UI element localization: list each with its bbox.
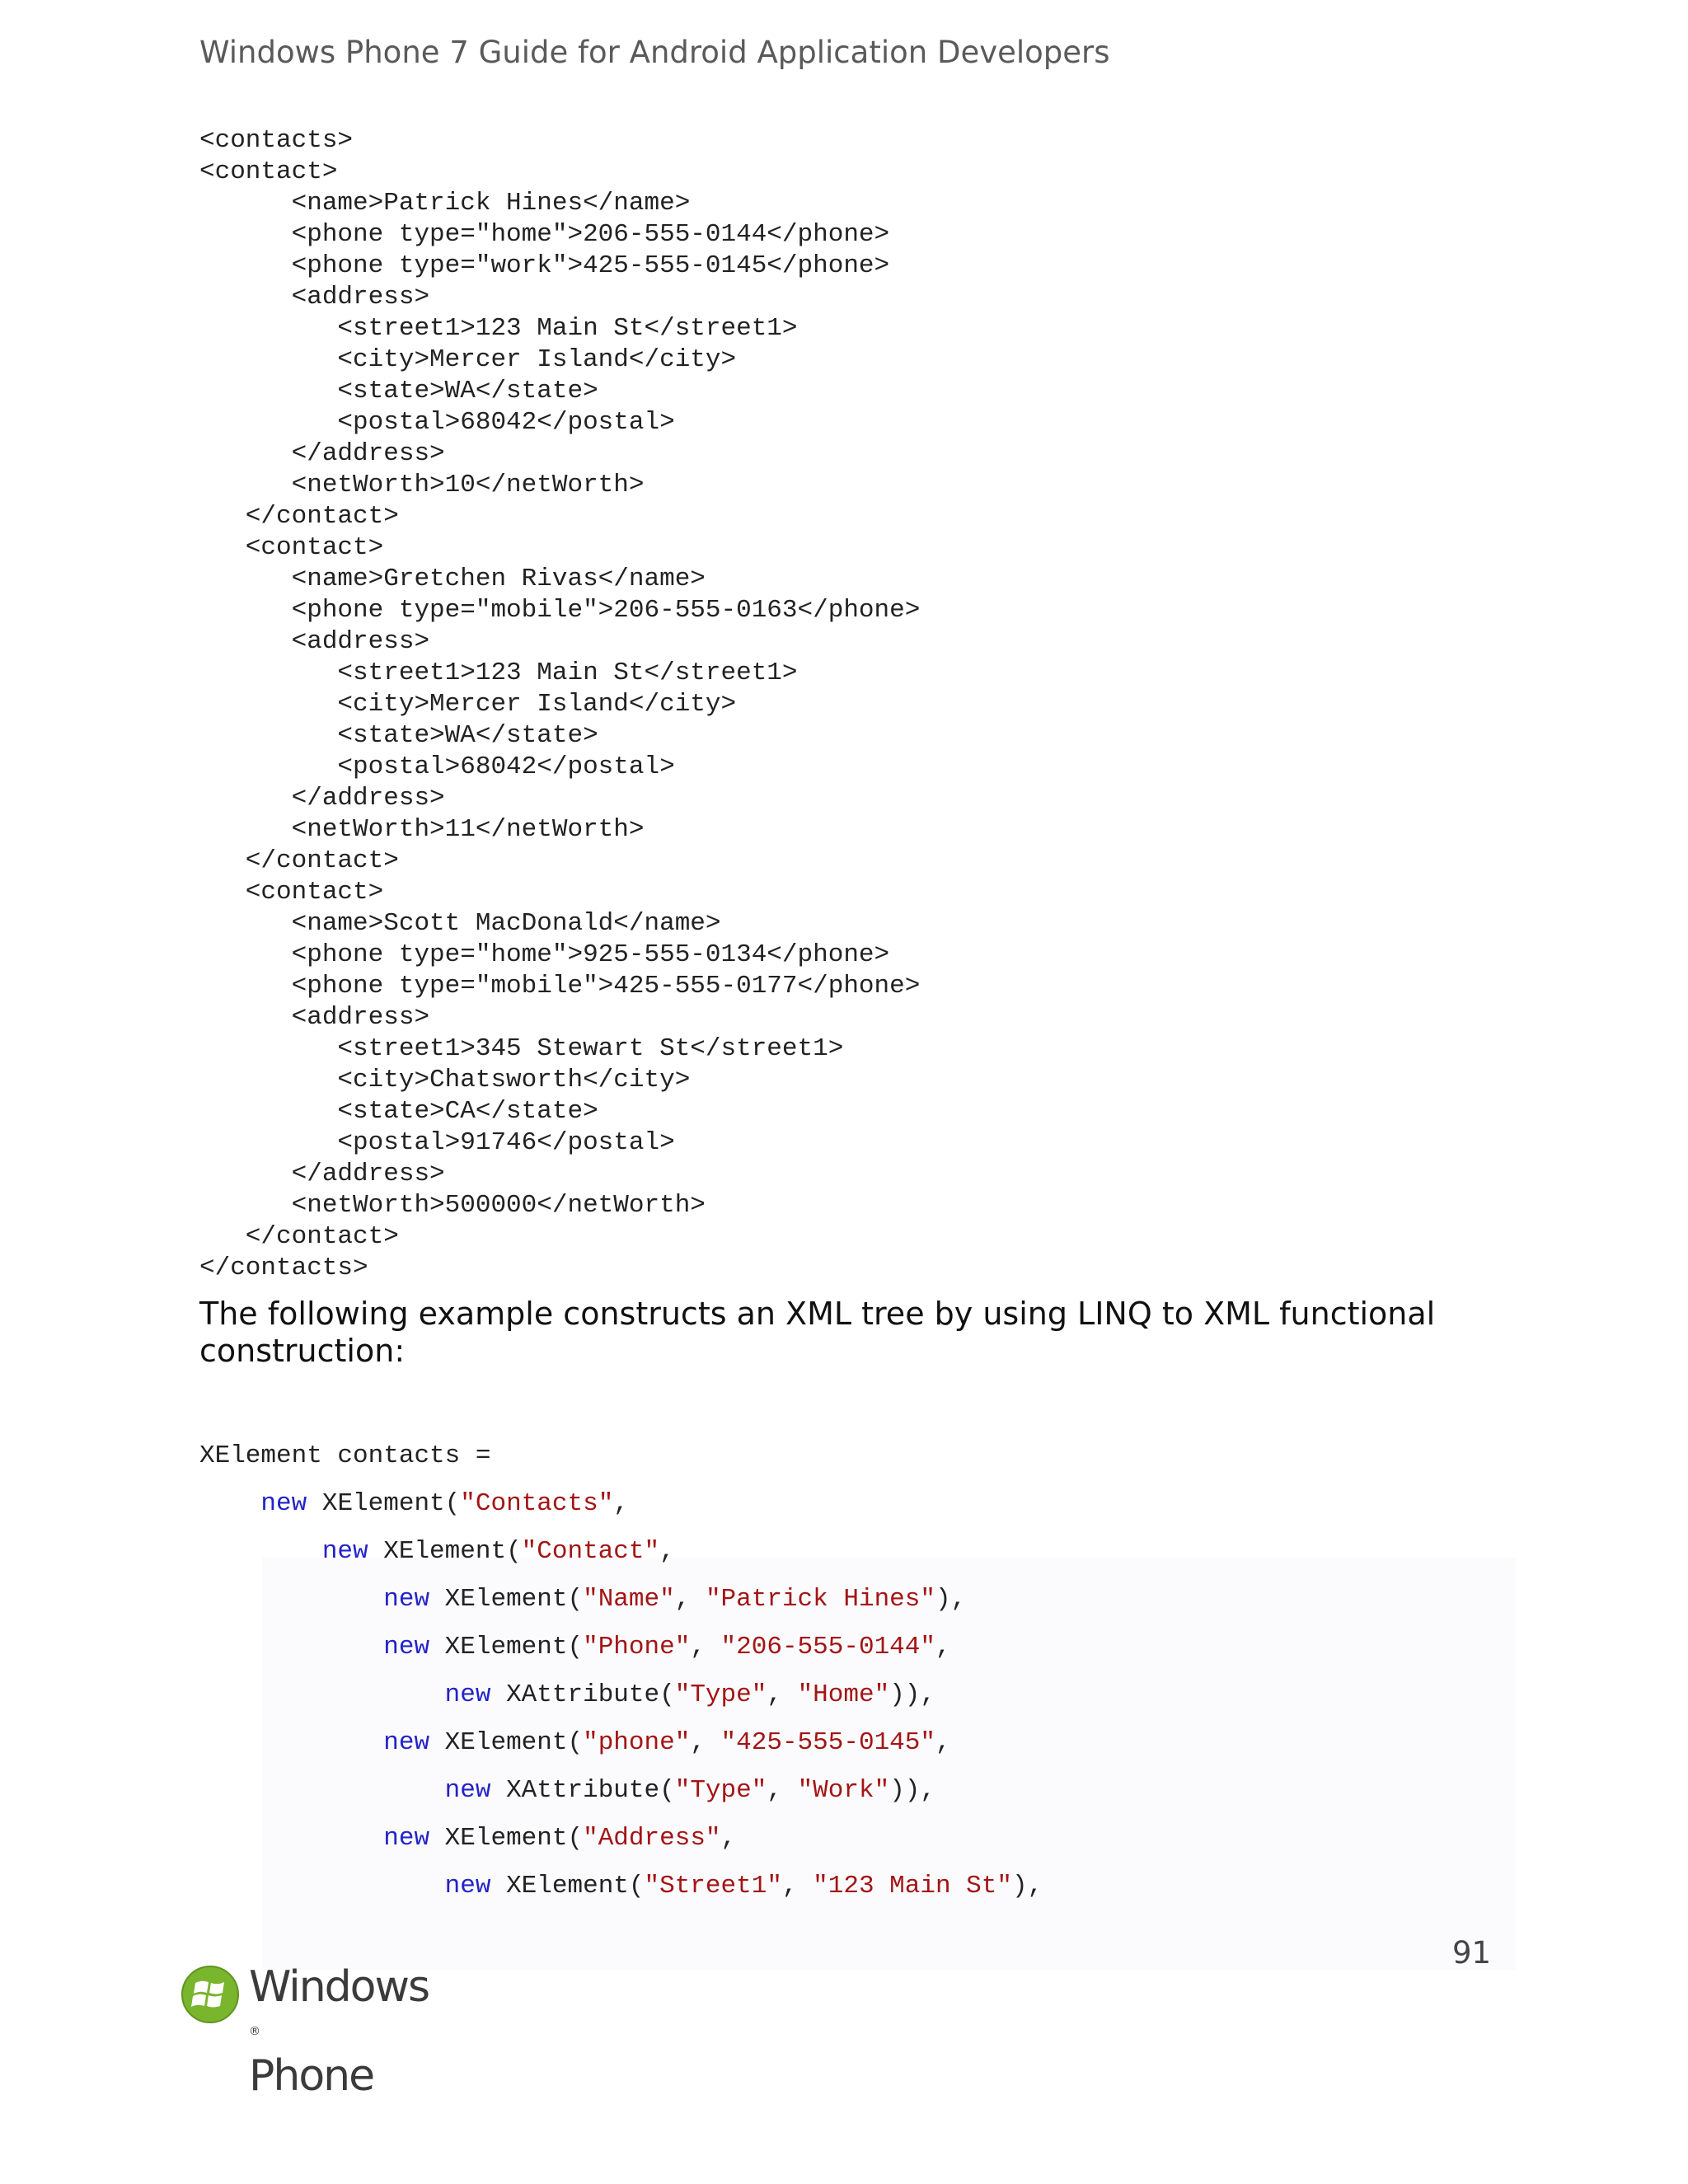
code-text: ,	[767, 1776, 798, 1805]
code-text: ,	[767, 1680, 798, 1709]
code-string: "Patrick Hines"	[705, 1585, 935, 1614]
code-string: "Contacts"	[460, 1489, 614, 1518]
code-line	[199, 1432, 1043, 1480]
xml-line: </contact>	[199, 846, 399, 875]
code-text: ,	[781, 1872, 814, 1900]
registered-mark: ®	[249, 2025, 260, 2038]
code-keyword: new	[444, 1872, 491, 1900]
xml-line: <phone type="work">425-555-0145</phone>	[199, 251, 890, 280]
xml-line: <street1>123 Main St</street1>	[199, 314, 798, 343]
code-text	[199, 1776, 445, 1805]
xml-line: <city>Mercer Island</city>	[199, 345, 737, 374]
document-header: Windows Phone 7 Guide for Android Application Developers	[199, 35, 1110, 70]
code-text: ),	[1012, 1872, 1043, 1900]
code-keyword: new	[383, 1585, 430, 1614]
xml-line: <name>Gretchen Rivas</name>	[199, 565, 706, 593]
code-string: "206-555-0144"	[720, 1633, 935, 1661]
xml-line: </contact>	[199, 1222, 399, 1251]
xml-line: <contact>	[199, 157, 338, 186]
page-number: 91	[1452, 1935, 1492, 1971]
code-text: ,	[690, 1728, 721, 1757]
code-text: ,	[674, 1585, 706, 1614]
code-line	[199, 1480, 1043, 1528]
xml-line: <phone type="home">206-555-0144</phone>	[199, 220, 890, 249]
code-text	[199, 1728, 383, 1757]
code-text	[199, 1633, 383, 1661]
code-text: XElement(	[490, 1872, 645, 1900]
code-line	[199, 1815, 1043, 1863]
code-text	[199, 1585, 383, 1614]
xml-line: <city>Chatsworth</city>	[199, 1066, 691, 1094]
code-string: "Type"	[674, 1776, 767, 1805]
xml-line: <contact>	[199, 533, 384, 562]
xml-line: <state>WA</state>	[199, 377, 598, 405]
code-keyword: new	[383, 1824, 430, 1853]
code-keyword: new	[383, 1633, 430, 1661]
code-text: ),	[935, 1585, 967, 1614]
xml-line: <street1>123 Main St</street1>	[199, 658, 798, 687]
code-keyword: new	[444, 1776, 491, 1805]
xml-line: <postal>91746</postal>	[199, 1128, 675, 1157]
code-text: XAttribute(	[490, 1680, 675, 1709]
code-string: "Home"	[797, 1680, 890, 1709]
xml-line: <state>WA</state>	[199, 721, 598, 750]
code-text	[199, 1824, 383, 1853]
code-text: ,	[720, 1824, 737, 1853]
code-line	[199, 1624, 1043, 1671]
code-text: XElement(	[307, 1489, 461, 1518]
code-line	[199, 1671, 1043, 1719]
logo-word-phone: Phone	[249, 2051, 374, 2101]
code-string: "phone"	[583, 1728, 691, 1757]
code-text: ,	[935, 1728, 951, 1757]
xml-line: <address>	[199, 627, 430, 656]
code-text: ,	[935, 1633, 951, 1661]
code-text: XElement(	[429, 1585, 584, 1614]
logo-word-windows: Windows	[249, 1962, 429, 2012]
code-line	[199, 1528, 1043, 1576]
xml-line: </contact>	[199, 502, 399, 531]
xml-line: <address>	[199, 1003, 430, 1032]
code-text	[199, 1537, 322, 1566]
xml-line: <street1>345 Stewart St</street1>	[199, 1034, 844, 1063]
xml-line: <name>Patrick Hines</name>	[199, 189, 691, 218]
xml-line: <phone type="home">925-555-0134</phone>	[199, 940, 890, 969]
code-string: "Contact"	[521, 1537, 660, 1566]
code-line	[199, 1576, 1043, 1624]
code-string: "Street1"	[644, 1872, 782, 1900]
xml-code-block	[199, 125, 920, 1284]
xml-line: <phone type="mobile">425-555-0177</phone>	[199, 972, 921, 1001]
xml-line: <contact>	[199, 878, 384, 907]
xml-line: <city>Mercer Island</city>	[199, 690, 737, 719]
windows-flag-icon	[182, 1966, 238, 2022]
xml-line: <netWorth>10</netWorth>	[199, 471, 645, 499]
code-text: XAttribute(	[490, 1776, 675, 1805]
xml-line: <postal>68042</postal>	[199, 408, 675, 437]
xml-line: </contacts>	[199, 1254, 368, 1282]
code-text	[199, 1489, 260, 1518]
code-keyword: new	[321, 1537, 368, 1566]
xml-line: <state>CA</state>	[199, 1097, 598, 1126]
code-text: XElement(	[429, 1824, 584, 1853]
code-line	[199, 1719, 1043, 1767]
code-keyword: new	[260, 1489, 307, 1518]
code-keyword: new	[444, 1680, 491, 1709]
code-text: ,	[690, 1633, 721, 1661]
code-text: ,	[613, 1489, 629, 1518]
code-string: "Type"	[674, 1680, 767, 1709]
code-line	[199, 1863, 1043, 1910]
body-paragraph: The following example constructs an XML tree by using LINQ to XML functional construction:	[199, 1296, 1436, 1369]
code-string: "123 Main St"	[813, 1872, 1012, 1900]
code-text: XElement(	[429, 1633, 584, 1661]
code-text: XElement contacts =	[199, 1441, 491, 1470]
code-string: "Work"	[797, 1776, 890, 1805]
xml-line: </address>	[199, 1160, 445, 1188]
xml-line: <address>	[199, 283, 430, 312]
xml-line: </address>	[199, 784, 445, 813]
xml-line: </address>	[199, 439, 445, 468]
code-text: XElement(	[368, 1537, 522, 1566]
code-text: ,	[659, 1537, 675, 1566]
code-line	[199, 1767, 1043, 1815]
code-string: "Name"	[583, 1585, 675, 1614]
xml-line: <netWorth>11</netWorth>	[199, 815, 645, 844]
xml-line: <name>Scott MacDonald</name>	[199, 909, 721, 938]
code-text: )),	[889, 1776, 935, 1805]
code-string: "425-555-0145"	[720, 1728, 935, 1757]
xml-line: <phone type="mobile">206-555-0163</phone>	[199, 596, 921, 625]
code-keyword: new	[383, 1728, 430, 1757]
code-string: "Phone"	[583, 1633, 691, 1661]
xml-line: <netWorth>500000</netWorth>	[199, 1191, 706, 1220]
code-text: XElement(	[429, 1728, 584, 1757]
windows-phone-wordmark	[249, 1962, 429, 2101]
code-text	[199, 1872, 445, 1900]
code-text: )),	[889, 1680, 935, 1709]
xml-line: <postal>68042</postal>	[199, 752, 675, 781]
code-text	[199, 1680, 445, 1709]
xml-line: <contacts>	[199, 126, 354, 155]
code-string: "Address"	[583, 1824, 721, 1853]
csharp-code-block	[199, 1432, 1043, 1910]
